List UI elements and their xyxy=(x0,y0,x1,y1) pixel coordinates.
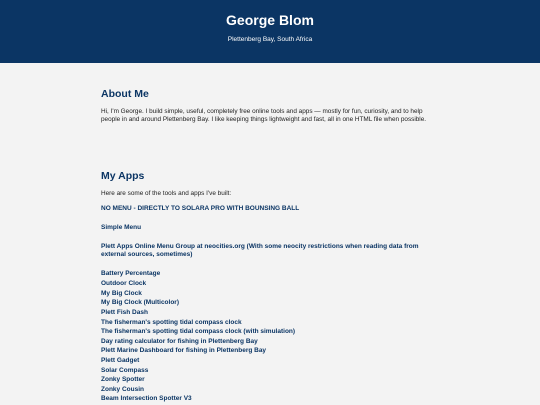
app-link-solara-pro[interactable]: NO MENU - DIRECTLY TO SOLARA PRO WITH BOUNSING BALL xyxy=(101,205,300,212)
app-link-solar-compass[interactable]: Solar Compass xyxy=(101,367,149,374)
app-link-beam-intersection-spotter[interactable]: Beam Intersection Spotter V3 xyxy=(101,395,192,402)
site-header xyxy=(0,0,540,63)
app-link-neocities-menu[interactable]: Plett Apps Online Menu Group at neocities.org (With some neocity restrictions when reading data from external sources, sometimes) xyxy=(101,243,419,258)
app-link-plett-fish-dash[interactable]: Plett Fish Dash xyxy=(101,309,148,316)
app-link-plett-marine-dashboard[interactable]: Plett Marine Dashboard for fishing in Plettenberg Bay xyxy=(101,347,267,354)
app-link-simple-menu[interactable]: Simple Menu xyxy=(101,224,142,231)
apps-heading: My Apps xyxy=(101,170,145,182)
app-link-tidal-compass-clock[interactable]: The fisherman's spotting tidal compass clock xyxy=(101,319,242,326)
app-link-outdoor-clock[interactable]: Outdoor Clock xyxy=(101,280,147,287)
app-link-my-big-clock[interactable]: My Big Clock xyxy=(101,290,142,297)
app-link-zonky-cousin[interactable]: Zonky Cousin xyxy=(101,386,144,393)
about-heading: About Me xyxy=(101,88,149,100)
about-text: Hi, I'm George. I build simple, useful, completely free online tools and apps — mostly for fun, curiosity, and to help people in and around Plettenberg Bay. I like keeping things lightweight and fast, all in one HTML file when possible. xyxy=(101,108,427,123)
app-link-battery-percentage[interactable]: Battery Percentage xyxy=(101,270,161,277)
app-link-day-rating-calculator[interactable]: Day rating calculator for fishing in Plettenberg Bay xyxy=(101,338,258,345)
app-link-tidal-compass-clock-simulation[interactable]: The fisherman's spotting tidal compass clock (with simulation) xyxy=(101,328,296,335)
app-link-my-big-clock-multicolor[interactable]: My Big Clock (Multicolor) xyxy=(101,299,179,306)
site-location: Plettenberg Bay, South Africa xyxy=(227,36,313,43)
apps-intro: Here are some of the tools and apps I've built: xyxy=(101,190,232,197)
app-link-zonky-spotter[interactable]: Zonky Spotter xyxy=(101,376,145,383)
app-link-plett-gadget[interactable]: Plett Gadget xyxy=(101,357,140,364)
site-title: George Blom xyxy=(226,12,314,28)
